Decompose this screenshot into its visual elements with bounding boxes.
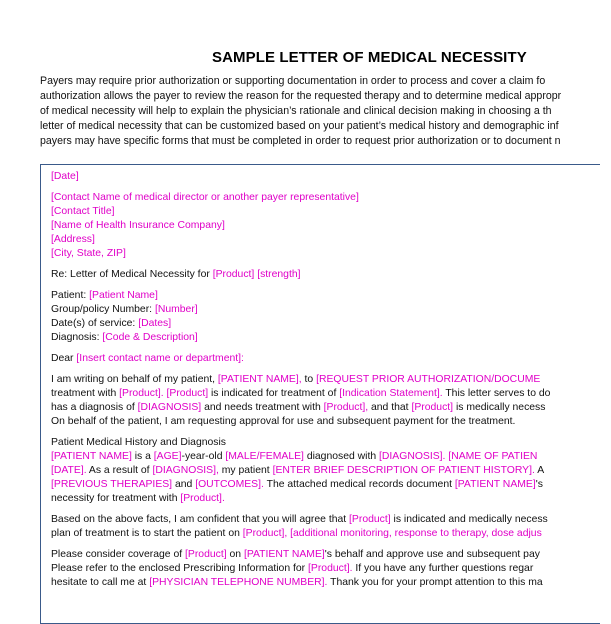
text-run: is indicated for treatment of: [211, 388, 340, 399]
placeholder-run: [Product]: [166, 388, 211, 399]
intro-line: of medical necessity will help to explain the physician’s rationale and clinical decision making in choosing a th: [40, 105, 552, 117]
patient-line: [51, 289, 611, 303]
placeholder-run: [Product]: [349, 514, 394, 525]
paragraph-line: [51, 478, 611, 492]
placeholder-run: [Product]: [185, 549, 230, 560]
placeholder-run: [PATIENT NAME]: [243, 549, 325, 560]
dates-line: [51, 317, 611, 331]
placeholder-run: [PREVIOUS THERAPIES]: [51, 479, 175, 490]
text-run: has a diagnosis of: [51, 402, 138, 413]
paragraph-line: [51, 464, 611, 478]
intro-line: Payers may require prior authorization or supporting documentation in order to process and cover a claim fo: [40, 75, 546, 87]
date-placeholder: [Date]: [51, 171, 79, 182]
text-run: treatment with: [51, 388, 120, 399]
intro-line: authorization allows the payer to review the reason for the requested therapy and to determine medical appropr: [40, 90, 562, 102]
text-run: This letter serves to do: [445, 388, 551, 399]
text-run: A: [537, 465, 545, 476]
diagnosis-value: [Code & Description]: [102, 332, 198, 343]
placeholder-run: [DIAGNOSIS]: [137, 402, 205, 413]
placeholder-run: [Product]: [411, 402, 456, 413]
paragraph-line: [51, 373, 611, 387]
history-heading: Patient Medical History and Diagnosis: [51, 437, 226, 448]
recipient-city-state-zip: [City, State, ZIP]: [51, 248, 126, 259]
intro-line: letter of medical necessity that can be customized based on your patient’s medical history and demographic inf: [40, 120, 559, 132]
text-run: 's behalf and approve use and subsequent pay: [324, 549, 540, 560]
group-line: [51, 303, 611, 317]
recipient-contact-name: [Contact Name of medical director or another payer representative]: [51, 192, 359, 203]
recipient-insurer: [Name of Health Insurance Company]: [51, 220, 225, 231]
recipient-contact-title: [Contact Title]: [51, 206, 115, 217]
placeholder-run: [ENTER BRIEF DESCRIPTION OF PATIENT HISTORY].: [272, 465, 538, 476]
diagnosis-label: Diagnosis:: [51, 332, 103, 343]
placeholder-run: [DIAGNOSIS].: [379, 451, 449, 462]
paragraph-line: [51, 562, 611, 576]
re-strength: [strength]: [257, 269, 301, 280]
text-run: Thank you for your prompt attention to this ma: [330, 577, 543, 588]
intro-line: payers may have specific forms that must be completed in order to request prior authorization or to document n: [40, 135, 561, 147]
text-run: on: [229, 549, 244, 560]
re-line: [51, 268, 611, 282]
text-run: hesitate to call me at: [51, 577, 150, 588]
paragraph-conclusion: [51, 513, 611, 541]
placeholder-run: [Product].: [308, 563, 356, 574]
placeholder-run: [PATIENT NAME]: [51, 451, 135, 462]
paragraph-line: [51, 492, 611, 506]
placeholder-run: [NAME OF PATIEN: [448, 451, 538, 462]
paragraph-line: [51, 513, 611, 527]
paragraph-history: [51, 450, 611, 506]
paragraph-line: On behalf of the patient, I am requesting approval for use and subsequent payment for the treatment.: [51, 416, 516, 427]
letter-body: [51, 170, 611, 590]
text-run: is a: [134, 451, 154, 462]
text-run: Please consider coverage of: [51, 549, 186, 560]
salutation-prefix: Dear: [51, 353, 77, 364]
text-run: Based on the above facts, I am confident that you will agree that: [51, 514, 350, 525]
placeholder-run: [Product],: [323, 402, 371, 413]
dates-label: Date(s) of service:: [51, 318, 139, 329]
placeholder-run: [OUTCOMES].: [195, 479, 267, 490]
text-run: and: [174, 479, 196, 490]
placeholder-run: [Product].: [119, 388, 167, 399]
re-prefix: Re: Letter of Medical Necessity for: [51, 269, 213, 280]
diagnosis-line: [51, 331, 611, 345]
text-run: is medically necess: [455, 402, 546, 413]
placeholder-run: [additional monitoring, response to therapy, dose adjus: [290, 528, 542, 539]
paragraph-line: [51, 401, 611, 415]
text-run: plan of treatment is to start the patient on: [51, 528, 243, 539]
text-run: The attached medical records document: [266, 479, 455, 490]
salutation-line: [51, 352, 611, 366]
placeholder-run: [Product].: [180, 493, 225, 504]
text-run: diagnosed with: [306, 451, 380, 462]
paragraph-request: [51, 373, 611, 429]
text-run: I am writing on behalf of my patient,: [51, 374, 218, 385]
re-product: [Product]: [212, 269, 255, 280]
document-title: SAMPLE LETTER OF MEDICAL NECESSITY: [212, 49, 527, 66]
text-run: necessity for treatment with: [51, 493, 181, 504]
group-value: [Number]: [154, 304, 198, 315]
text-run: is indicated and medically necess: [393, 514, 548, 525]
placeholder-run: [PATIENT NAME]: [454, 479, 536, 490]
text-run: and that: [371, 402, 412, 413]
text-run: As a result of: [88, 465, 153, 476]
text-run: 's: [535, 479, 543, 490]
paragraph-line: [51, 548, 611, 562]
patient-value: [Patient Name]: [89, 290, 158, 301]
paragraph-line: [51, 387, 611, 401]
placeholder-run: [PATIENT NAME],: [217, 374, 305, 385]
placeholder-run: [PHYSICIAN TELEPHONE NUMBER].: [149, 577, 331, 588]
text-run: If you have any further questions regar: [355, 563, 534, 574]
dates-value: [Dates]: [138, 318, 172, 329]
paragraph-line: [51, 527, 611, 541]
paragraph-line: [51, 450, 611, 464]
recipient-block: [51, 191, 611, 261]
placeholder-run: [DIAGNOSIS],: [152, 465, 222, 476]
paragraph-closing: [51, 548, 611, 590]
paragraph-line: [51, 576, 611, 590]
placeholder-run: [AGE]: [153, 451, 182, 462]
group-label: Group/policy Number:: [51, 304, 155, 315]
placeholder-run: [Product],: [242, 528, 291, 539]
placeholder-run: [Indication Statement].: [339, 388, 446, 399]
patient-label: Patient:: [51, 290, 90, 301]
text-run: Please refer to the enclosed Prescribing Information for: [51, 563, 309, 574]
text-run: to: [304, 374, 317, 385]
intro-paragraph: [40, 74, 600, 149]
patient-info-block: [51, 289, 611, 345]
text-run: my patient: [221, 465, 273, 476]
recipient-address: [Address]: [51, 234, 95, 245]
placeholder-run: [DATE].: [51, 465, 89, 476]
salutation-value: [Insert contact name or department]:: [76, 353, 244, 364]
placeholder-run: [MALE/FEMALE]: [225, 451, 307, 462]
placeholder-run: [REQUEST PRIOR AUTHORIZATION/DOCUME: [316, 374, 541, 385]
text-run: -year-old: [181, 451, 226, 462]
text-run: and needs treatment with: [204, 402, 324, 413]
